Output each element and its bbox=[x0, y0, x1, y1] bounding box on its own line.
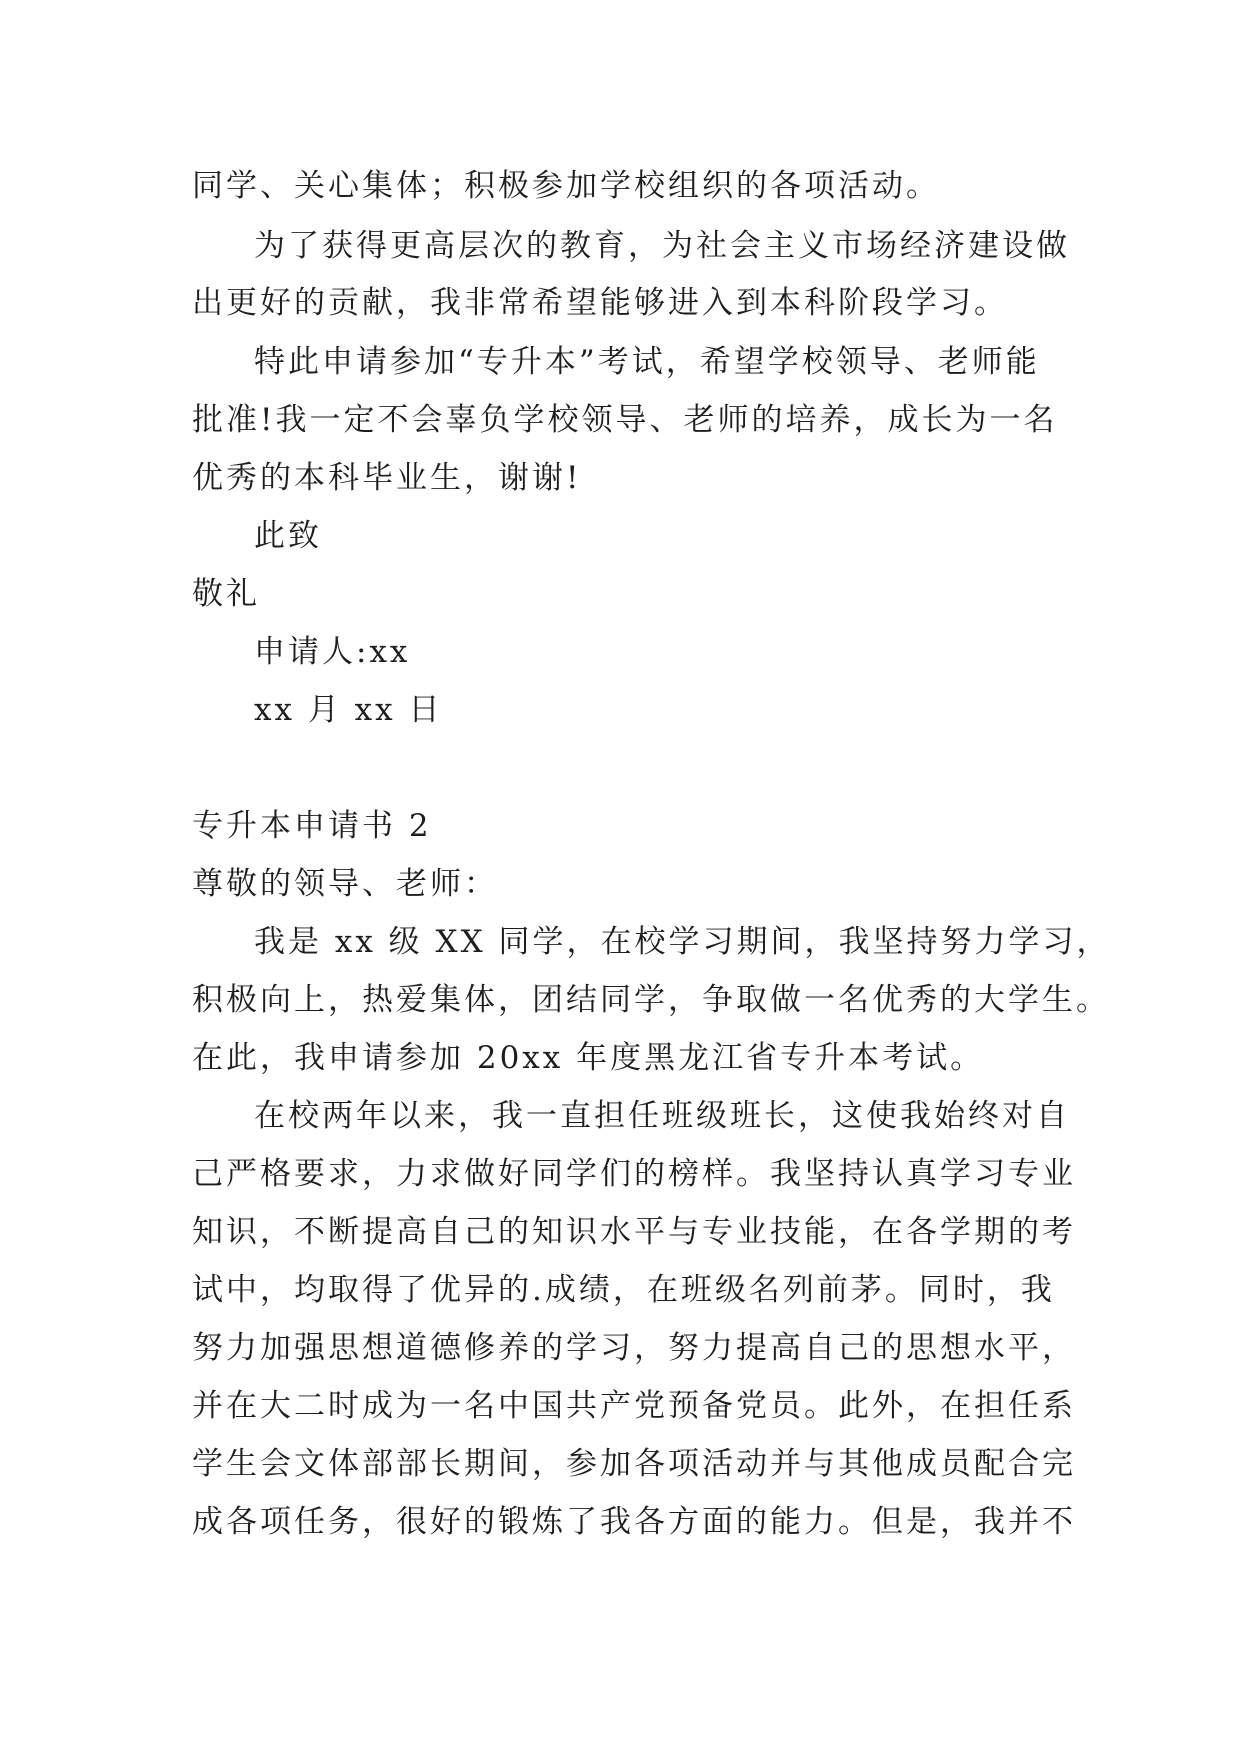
paragraph-line: 特此申请参加“专升本”考试，希望学校领导、老师能 bbox=[254, 344, 1040, 380]
body-line: 努力加强思想道德修养的学习，努力提高自己的思想水平， bbox=[192, 1330, 1076, 1366]
body-line: 同学、关心集体；积极参加学校组织的各项活动。 bbox=[192, 168, 940, 204]
body-line: 并在大二时成为一名中国共产党预备党员。此外，在担任系 bbox=[192, 1388, 1076, 1424]
body-line: 批准!我一定不会辜负学校领导、老师的培养，成长为一名 bbox=[192, 402, 1058, 438]
body-line: 己严格要求，力求做好同学们的榜样。我坚持认真学习专业 bbox=[192, 1156, 1076, 1192]
paragraph-line: 为了获得更高层次的教育，为社会主义市场经济建设做 bbox=[254, 228, 1070, 264]
paragraph-line: 我是 xx 级 XX 同学，在校学习期间，我坚持努力学习， bbox=[254, 924, 1111, 960]
date-line: xx 月 xx 日 bbox=[254, 692, 443, 728]
paragraph-line: 在校两年以来，我一直担任班级班长，这使我始终对自 bbox=[254, 1098, 1070, 1134]
body-line: 在此，我申请参加 20xx 年度黑龙江省专升本考试。 bbox=[192, 1040, 985, 1076]
body-line: 成各项任务，很好的锻炼了我各方面的能力。但是，我并不 bbox=[192, 1504, 1076, 1540]
body-line: 优秀的本科毕业生，谢谢! bbox=[192, 460, 582, 496]
applicant-signature: 申请人:xx bbox=[254, 634, 411, 670]
body-line: 学生会文体部部长期间，参加各项活动并与其他成员配合完 bbox=[192, 1446, 1076, 1482]
body-line: 出更好的贡献，我非常希望能够进入到本科阶段学习。 bbox=[192, 285, 1008, 321]
body-line: 知识，不断提高自己的知识水平与专业技能，在各学期的考 bbox=[192, 1214, 1076, 1250]
body-line: 试中，均取得了优异的.成绩，在班级名列前茅。同时，我 bbox=[192, 1272, 1055, 1308]
body-line: 积极向上，热爱集体，团结同学，争取做一名优秀的大学生。 bbox=[192, 982, 1110, 1018]
salute-line: 敬礼 bbox=[192, 576, 260, 612]
greeting-line: 尊敬的领导、老师： bbox=[192, 866, 498, 902]
closing-line: 此致 bbox=[254, 518, 322, 554]
section-title: 专升本申请书 2 bbox=[192, 808, 432, 844]
